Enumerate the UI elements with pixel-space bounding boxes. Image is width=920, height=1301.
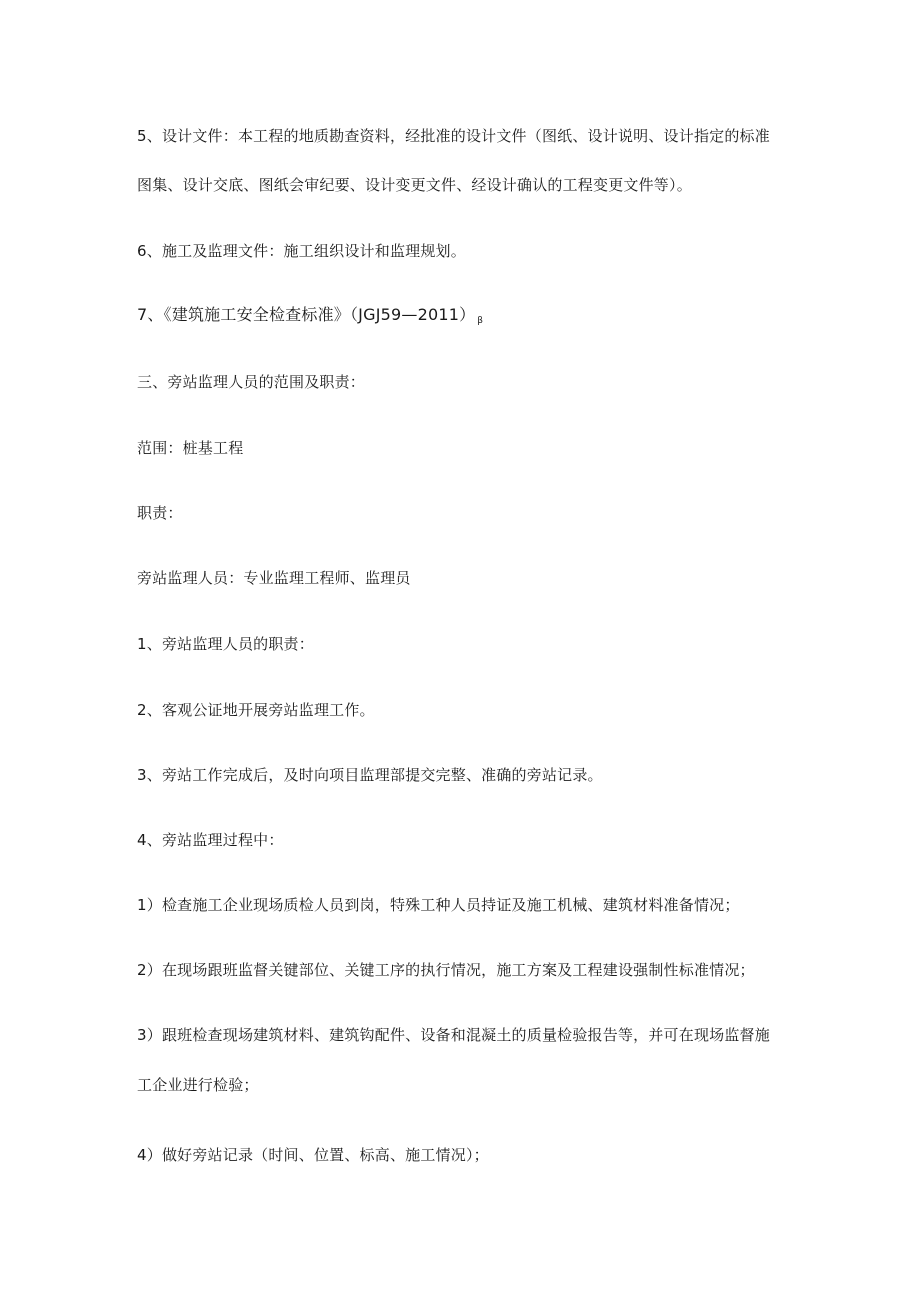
sub-item-supervise-key-parts: 2）在现场跟班监督关键部位、关键工序的执行情况，施工方案及工程建设强制性标准情况； bbox=[137, 961, 755, 979]
list-item-objective-work: 2、客观公证地开展旁站监理工作。 bbox=[137, 701, 375, 719]
list-item-records: 3、旁站工作完成后，及时向项目监理部提交完整、准确的旁站记录。 bbox=[137, 766, 603, 784]
paragraph-design-files-continued: 图集、设计交底、图纸会审纪要、设计变更文件、经设计确认的工程变更文件等）。 bbox=[137, 176, 692, 194]
paragraph-supervisors: 旁站监理人员：专业监理工程师、监理员 bbox=[137, 569, 411, 587]
sub-item-check-materials: 3）跟班检查现场建筑材料、建筑钩配件、设备和混凝土的质量检验报告等，并可在现场监督施 bbox=[137, 1026, 770, 1044]
paragraph-construction-files: 6、施工及监理文件：施工组织设计和监理规划。 bbox=[137, 242, 466, 260]
sub-item-check-materials-continued: 工企业进行检验； bbox=[137, 1076, 259, 1094]
sub-item-check-personnel: 1）检查施工企业现场质检人员到岗，特殊工种人员持证及施工机械、建筑材料准备情况； bbox=[137, 896, 740, 914]
section-heading-scope-duties: 三、旁站监理人员的范围及职责： bbox=[137, 373, 366, 391]
list-item-during-supervision: 4、旁站监理过程中： bbox=[137, 831, 284, 849]
safety-standard-suffix: β bbox=[477, 316, 484, 326]
sub-item-make-records: 4）做好旁站记录（时间、位置、标高、施工情况）； bbox=[137, 1146, 489, 1164]
list-item-duties: 1、旁站监理人员的职责： bbox=[137, 635, 314, 653]
paragraph-design-files: 5、设计文件：本工程的地质勘查资料，经批准的设计文件（图纸、设计说明、设计指定的标准 bbox=[137, 127, 770, 145]
paragraph-duties-label: 职责： bbox=[137, 504, 183, 522]
safety-standard-text: 7、《建筑施工安全检查标准》（JGJ59—2011） bbox=[137, 305, 476, 324]
paragraph-scope: 范围：桩基工程 bbox=[137, 439, 244, 457]
paragraph-safety-standard bbox=[137, 304, 797, 332]
